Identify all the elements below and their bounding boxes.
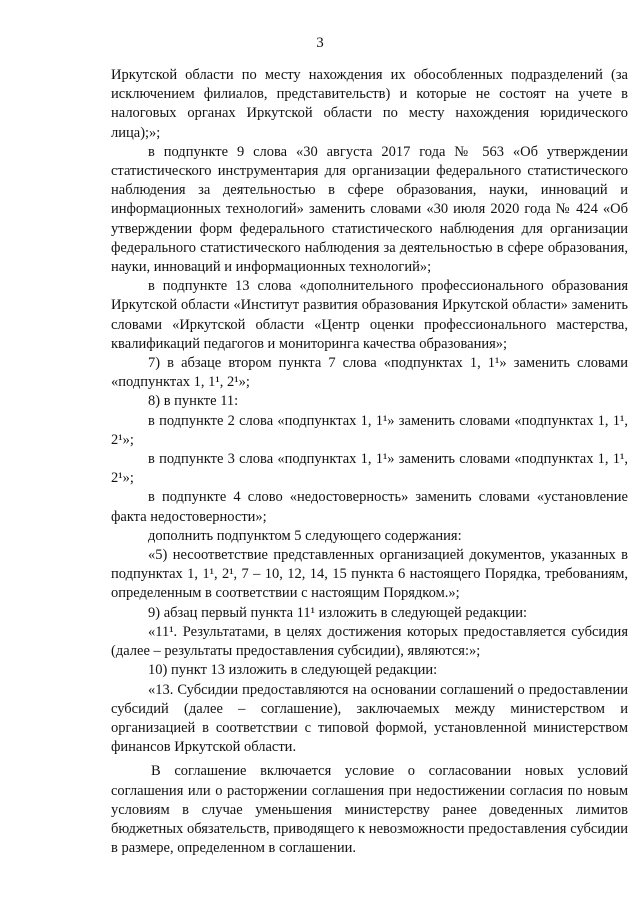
paragraph-agreement-condition: В соглашение включается условие о согласовании новых условий соглашения или о расторжении соглашения при недостижении согласия по новым условиям в случае уменьшения министерству ранее доведенных лимитов бюджетных обязательств, приводящего к невозможности предоставления субсидии в размере, определенном в соглашении.	[111, 763, 628, 857]
paragraph-item-13-text: «13. Субсидии предоставляются на основании соглашений о предоставлении субсидий (далее – соглашение), заключаемых между министерством и организацией в соответствии с типовой формой, установленной министерством финансов Иркутской области.	[111, 681, 628, 756]
document-body	[111, 66, 628, 858]
paragraph-subpoint-5-text: «5) несоответствие представленных организацией документов, указанных в подпунктах 1, 1¹, 2¹, 7 – 10, 12, 14, 15 пункта 6 настоящего Порядка, требованиям, определенным в соответствии с настоящим Порядком.»;	[111, 547, 628, 602]
paragraph-add-subpoint-5: дополнить подпунктом 5 следующего содержания:	[148, 527, 462, 544]
paragraph-subpoint-2: в подпункте 2 слова «подпунктах 1, 1¹» заменить словами «подпунктах 1, 1¹, 2¹»;	[111, 412, 628, 448]
paragraph-subpoint-13: в подпункте 13 слова «дополнительного профессионального образования Иркутской области «Институт развития образования Иркутской области» заменить словами «Иркутской области «Центр оценки профессионального мастерства, квалификаций педагогов и мониторинга качества образования»;	[111, 278, 628, 352]
paragraph-subpoint-9: в подпункте 9 слова «30 августа 2017 года № 563 «Об утверждении статистического инструментария для организации федерального статистического наблюдения за деятельностью в сфере образования, науки, инноваций и информационных технологий» заменить словами «30 июля 2020 года № 424 «Об утверждении форм федерального статистического наблюдения для организации федерального статистического наблюдения за деятельностью в сфере образования, науки, инноваций и информационных технологий»;	[111, 143, 628, 276]
paragraph-item-8: 8) в пункте 11:	[148, 393, 239, 410]
paragraph-subpoint-4: в подпункте 4 слово «недостоверность» заменить словами «установление факта недостоверности»;	[111, 489, 628, 525]
paragraph-continuation: Иркутской области по месту нахождения их обособленных подразделений (за исключением филиалов, представительств) и которые не состоят на учете в налоговых органах Иркутской области по месту нахождения юридического лица);»;	[111, 67, 628, 141]
page-number: 3	[316, 35, 324, 51]
paragraph-item-10: 10) пункт 13 изложить в следующей редакции:	[148, 662, 438, 679]
paragraph-item-9: 9) абзац первый пункта 11¹ изложить в следующей редакции:	[148, 604, 528, 621]
paragraph-item-7: 7) в абзаце втором пункта 7 слова «подпунктах 1, 1¹» заменить словами «подпунктах 1, 1¹, 2¹»;	[111, 355, 628, 391]
paragraph-item-11-1-text: «11¹. Результатами, в целях достижения которых предоставляется субсидия (далее – результаты предоставления субсидии), являются:»;	[111, 623, 628, 660]
paragraph-subpoint-3: в подпункте 3 слова «подпунктах 1, 1¹» заменить словами «подпунктах 1, 1¹, 2¹»;	[111, 451, 628, 487]
